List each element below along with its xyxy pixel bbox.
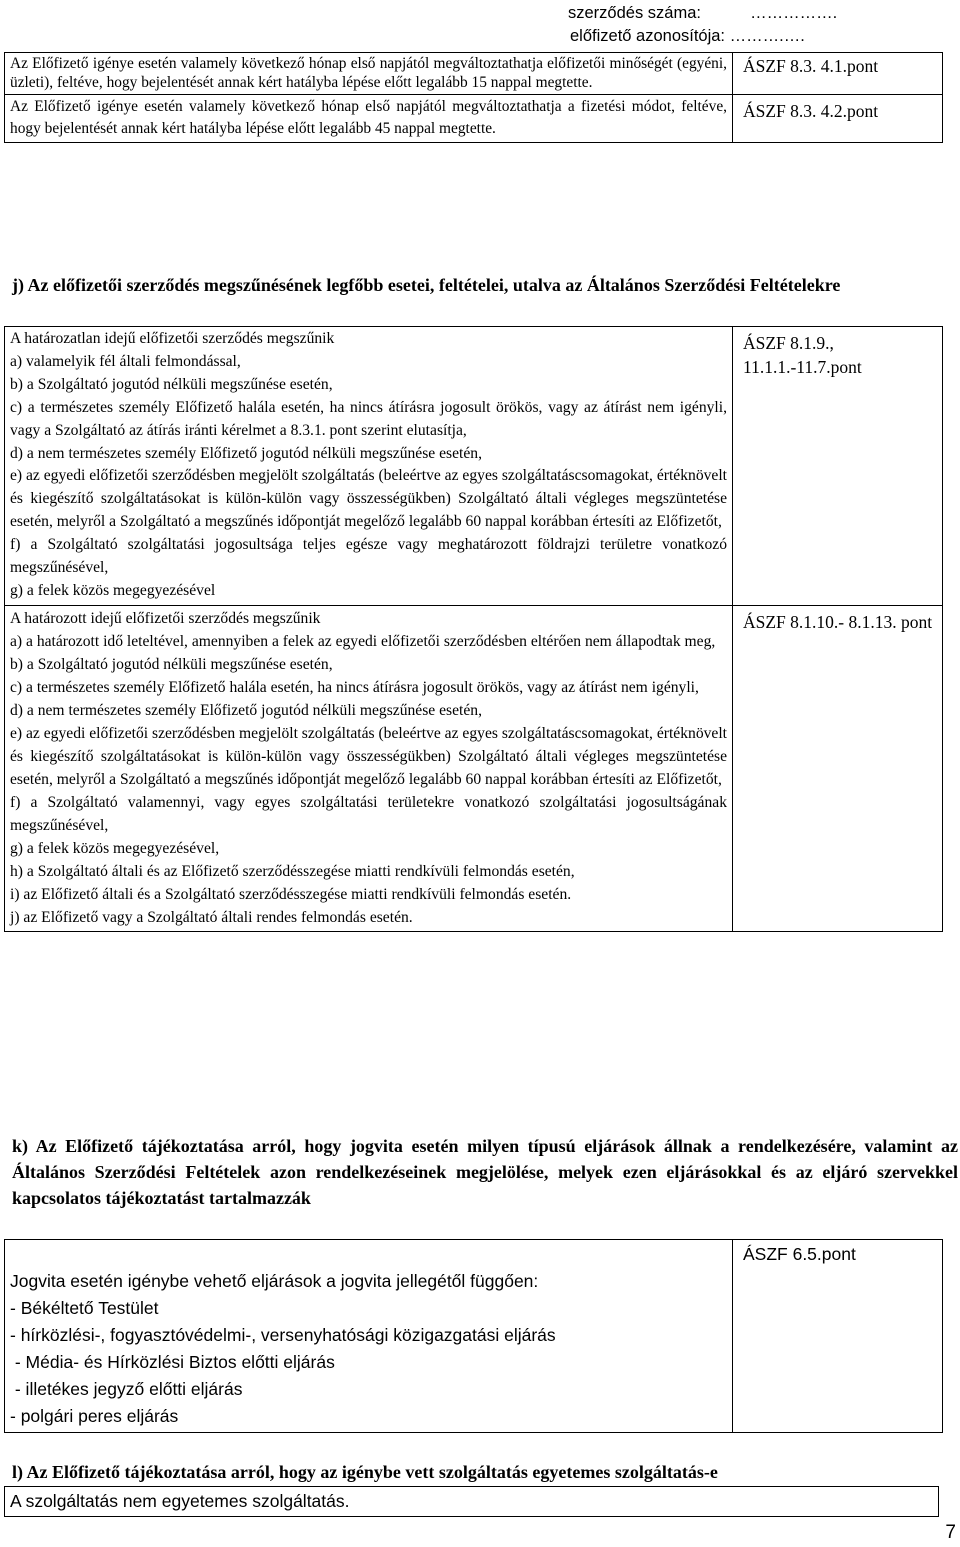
page-number: 7 bbox=[945, 1522, 956, 1543]
indefinite-term-cell bbox=[5, 327, 733, 606]
dispute-table bbox=[4, 1239, 943, 1433]
list-item: e) az egyedi előfizetői szerződésben megjelölt szolgáltatás (beleértve az egyes szolgáltatáscsomagokat, értéknövelt és kiegészítő szolgáltatásokat is külön-külön vagy összességükben) Szolgáltató általi végleges megszüntetése esetén, melyről a Szolgáltató a megszűnés időpontját megelőző legalább 60 nappal korábban értesíti az Előfizetőt, bbox=[10, 467, 727, 531]
table-cell-text: Az Előfizető igénye esetén valamely következő hónap első napjától megváltoztathatja a fizetési módot, feltéve, hogy bejelentését annak kért hatályba lépése előtt legalább 45 nappal megtette. bbox=[5, 95, 733, 143]
list-item: c) a természetes személy Előfizető halála esetén, ha nincs átírásra jogosult örökös, vagy az átírást nem igényli, bbox=[10, 678, 699, 696]
list-item: j) az Előfizető vagy a Szolgáltató általi rendes felmondás esetén. bbox=[10, 908, 413, 926]
list-item: c) a természetes személy Előfizető halála esetén, ha nincs átírásra jogosult örökös, vagy az átírást nem igényli, vagy a Szolgáltató az átírás iránti kérelmet a 8.3.1. pont szerint elutasítja, bbox=[10, 398, 727, 439]
universal-service-text: A szolgáltatás nem egyetemes szolgáltatás. bbox=[5, 1487, 939, 1517]
table-row bbox=[5, 95, 943, 143]
contract-number-value: ……………. bbox=[750, 4, 838, 22]
list-item: h) a Szolgáltató általi és az Előfizető szerződésszegése miatti rendkívüli felmondás esetén, bbox=[10, 862, 575, 880]
list-item: b) a Szolgáltató jogutód nélküli megszűnése esetén, bbox=[10, 375, 333, 393]
list-item: b) a Szolgáltató jogutód nélküli megszűnése esetén, bbox=[10, 655, 333, 673]
table-cell-reference: ÁSZF 8.1.10.- 8.1.13. pont bbox=[733, 605, 943, 931]
list-item: Jogvita esetén igénybe vehető eljárások a jogvita jellegétől függően: bbox=[10, 1271, 539, 1291]
section-j-heading: j) Az előfizetői szerződés megszűnésének legfőbb esetei, feltételei, utalva az Általános Szerződési Feltételekre bbox=[12, 275, 841, 295]
contract-number-line bbox=[568, 2, 837, 25]
list-item: d) a nem természetes személy Előfizető jogutód nélküli megszűnése esetén, bbox=[10, 444, 482, 462]
subscriber-id-value: ……….…. bbox=[729, 27, 805, 45]
table-cell-reference: ÁSZF 8.3. 4.1.pont bbox=[733, 53, 943, 95]
list-item: e) az egyedi előfizetői szerződésben megjelölt szolgáltatás (beleértve az egyes szolgáltatáscsomagokat, értéknövelt és kiegészítő szolgáltatásokat is külön-külön vagy összességükben) Szolgáltató általi végleges megszüntetése esetén, melyről a Szolgáltató a megszűnés időpontját megelőző legalább 60 nappal korábban értesíti az Előfizetőt, bbox=[10, 724, 727, 788]
contract-number-label: szerződés száma: bbox=[568, 4, 701, 22]
list-item: A határozott idejű előfizetői szerződés megszűnik bbox=[10, 609, 321, 627]
list-item: - Békéltető Testület bbox=[10, 1298, 159, 1318]
list-item: f) a Szolgáltató szolgáltatási jogosultsága teljes egésze vagy meghatározott földrajzi területre vonatkozó megszűnésével, bbox=[10, 536, 727, 577]
fixed-term-cell bbox=[5, 605, 733, 931]
modification-table bbox=[4, 52, 943, 143]
list-item: A határozatlan idejű előfizetői szerződés megszűnik bbox=[10, 330, 335, 347]
table-cell-reference: ÁSZF 6.5.pont bbox=[733, 1240, 943, 1433]
table-row bbox=[5, 1487, 939, 1517]
list-item: - Média- és Hírközlési Biztos előtti eljárás bbox=[10, 1352, 335, 1372]
termination-table bbox=[4, 326, 943, 932]
section-l-heading: l) Az Előfizető tájékoztatása arról, hogy az igénybe vett szolgáltatás egyetemes szolgáltatás-e bbox=[12, 1462, 718, 1482]
list-item: g) a felek közös megegyezésével, bbox=[10, 839, 220, 857]
table-row bbox=[5, 53, 943, 95]
table-row bbox=[5, 605, 943, 931]
subscriber-id-label: előfizető azonosítója: bbox=[570, 27, 726, 45]
list-item: - hírközlési-, fogyasztóvédelmi-, versenyhatósági közigazgatási eljárás bbox=[10, 1325, 556, 1345]
dispute-procedures-cell bbox=[5, 1240, 733, 1433]
list-item: d) a nem természetes személy Előfizető jogutód nélküli megszűnése esetén, bbox=[10, 701, 482, 719]
document-header bbox=[568, 2, 837, 48]
table-cell-text: Az Előfizető igénye esetén valamely következő hónap első napjától megváltoztathatja előfizetői minőségét (egyéni, üzleti), feltéve, hogy bejelentését annak kért hatályba lépése előtt legalább 15 nappal megtette. bbox=[5, 53, 733, 95]
list-item: f) a Szolgáltató valamennyi, vagy egyes szolgáltatási területekre vonatkozó szolgáltatási jogosultságának megszűnésével, bbox=[10, 793, 727, 834]
list-item: a) valamelyik fél általi felmondással, bbox=[10, 352, 241, 370]
subscriber-id-line bbox=[568, 25, 837, 48]
list-item: a) a határozott idő leteltével, amennyiben a felek az egyedi előfizetői szerződésben eltérően nem állapodtak meg, bbox=[10, 632, 716, 650]
table-cell-reference: ÁSZF 8.1.9., 11.1.1.-11.7.pont bbox=[733, 327, 943, 606]
list-item: g) a felek közös megegyezésével bbox=[10, 581, 216, 599]
list-item: i) az Előfizető általi és a Szolgáltató szerződésszegése miatti rendkívüli felmondás esetén. bbox=[10, 885, 572, 903]
table-row bbox=[5, 327, 943, 606]
universal-service-table bbox=[4, 1486, 939, 1517]
list-item: - polgári peres eljárás bbox=[10, 1406, 179, 1426]
table-cell-reference: ÁSZF 8.3. 4.2.pont bbox=[733, 95, 943, 143]
list-item: - illetékes jegyző előtti eljárás bbox=[10, 1379, 243, 1399]
section-k-heading: k) Az Előfizető tájékoztatása arról, hogy jogvita esetén milyen típusú eljárások állnak a rendelkezésére, valamint az Általános Szerződési Feltételek azon rendelkezéseinek megjelölése, melyek ezen eljárásokkal és az eljáró szervekkel kapcsolatos tájékoztatást tartalmazzák bbox=[12, 1136, 958, 1208]
table-row bbox=[5, 1240, 943, 1433]
